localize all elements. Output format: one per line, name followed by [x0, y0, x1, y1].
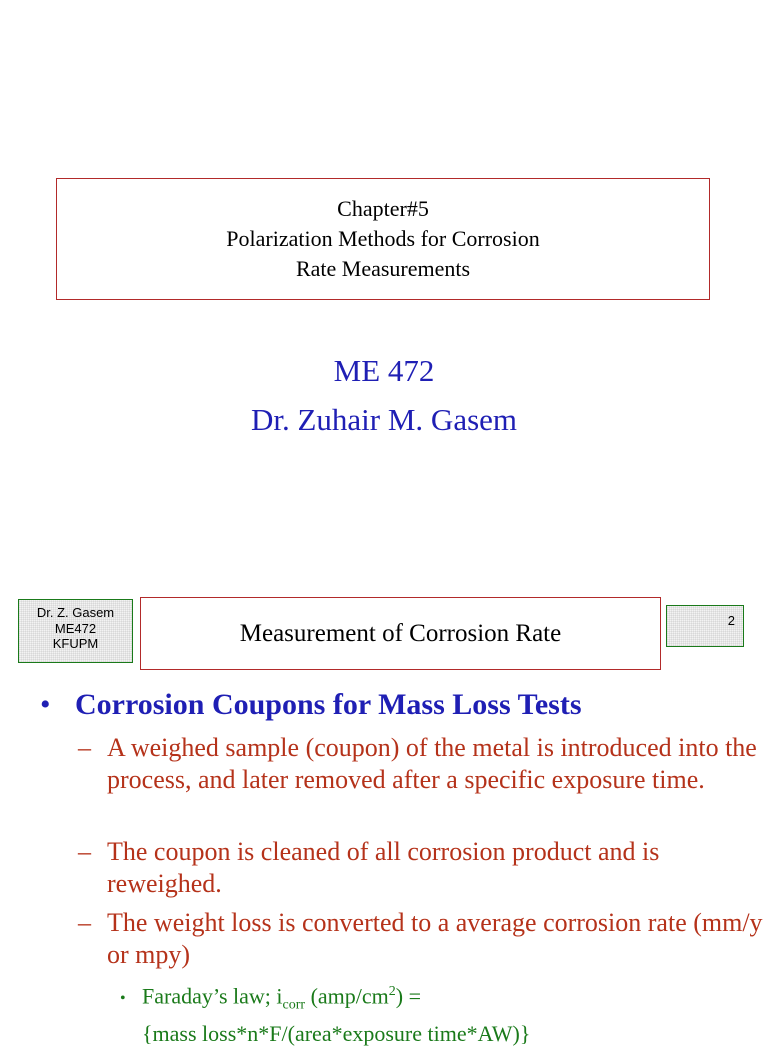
instructor-name: Dr. Zuhair M. Gasem — [250, 402, 518, 437]
faraday-unit-close: ) = — [395, 983, 422, 1009]
sub-bullet — [78, 732, 767, 796]
sub-bullet — [78, 907, 767, 971]
chapter-label: Chapter#5 — [337, 196, 429, 221]
faraday-formula: {mass loss*n*F/(area*exposure time*AW)} — [142, 1020, 531, 1046]
faraday-superscript: 2 — [388, 984, 396, 999]
author-institution: KFUPM — [52, 636, 99, 651]
slide-heading-box — [140, 597, 661, 670]
author-course: ME472 — [54, 620, 97, 636]
dash-icon: – — [78, 733, 91, 762]
sub-bullet-text: The coupon is cleaned of all corrosion product and is reweighed. — [107, 837, 660, 898]
course-code: ME 472 — [333, 353, 435, 388]
main-bullet-text: Corrosion Coupons for Mass Loss Tests — [75, 688, 582, 721]
chapter-title-line-1: Polarization Methods for Corrosion — [226, 226, 540, 251]
sub-bullet — [78, 836, 767, 900]
faraday-law-bullet — [120, 978, 768, 1048]
page-number-box — [666, 605, 744, 647]
faraday-subscript: corr — [282, 997, 306, 1013]
faraday-unit-open: (amp/cm — [305, 983, 389, 1009]
main-bullet — [40, 686, 760, 724]
page-number: 2 — [727, 613, 735, 628]
dash-icon: – — [78, 908, 91, 937]
small-bullet-icon: • — [120, 990, 126, 1008]
sub-bullet-text: The weight loss is converted to a average corrosion rate (mm/y or mpy) — [107, 908, 763, 969]
sub-bullet-text: A weighed sample (coupon) of the metal is introduced into the process, and later removed after a specific exposure time. — [107, 733, 757, 794]
author-info-box — [18, 599, 133, 663]
chapter-title-box — [56, 178, 710, 300]
chapter-title-line-2: Rate Measurements — [295, 256, 471, 281]
author-name: Dr. Z. Gasem — [36, 605, 115, 620]
bullet-icon: • — [40, 688, 51, 721]
dash-icon: – — [78, 837, 91, 866]
slide-heading: Measurement of Corrosion Rate — [239, 619, 562, 647]
faraday-prefix: Faraday’s law; i — [142, 983, 283, 1009]
